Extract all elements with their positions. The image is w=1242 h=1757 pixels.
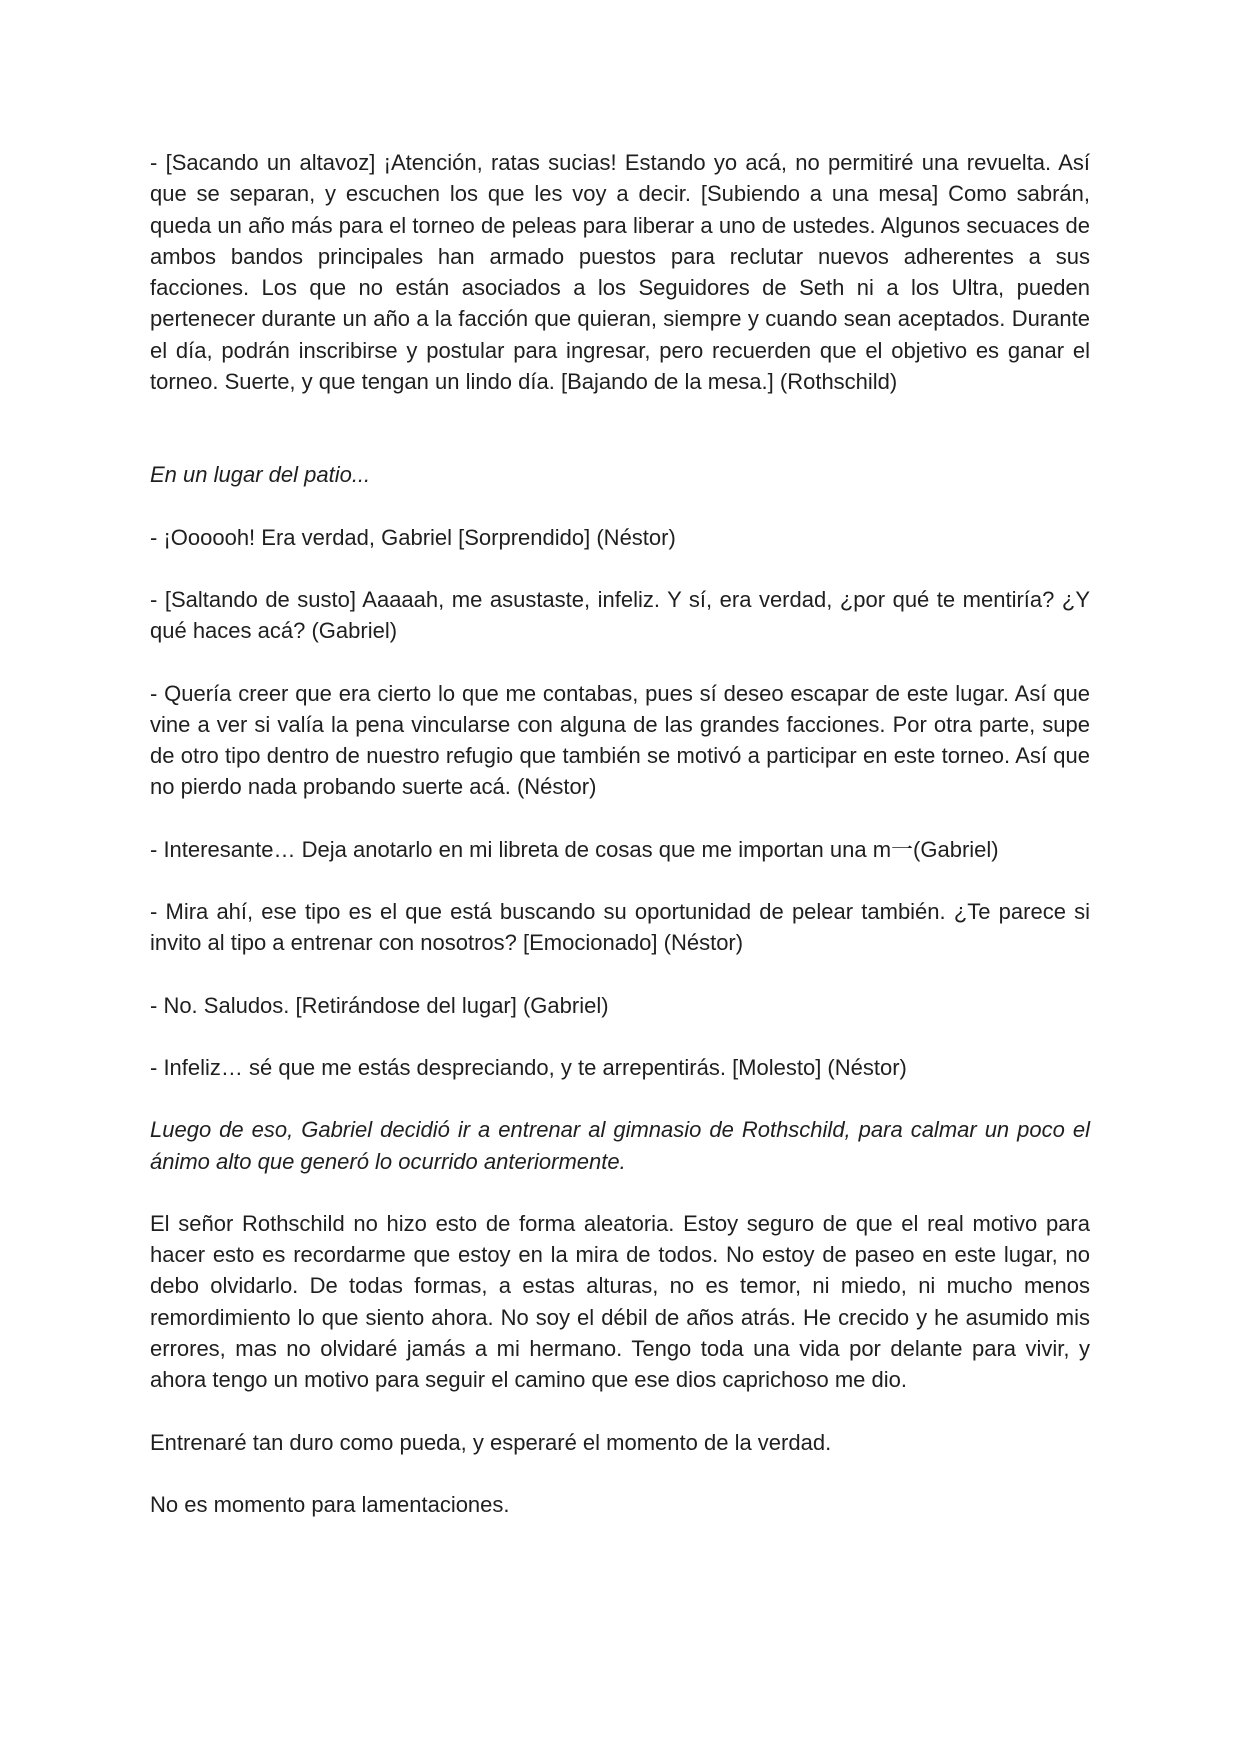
paragraph-dialogue-gabriel-1: - [Saltando de susto] Aaaaah, me asustaste, infeliz. Y sí, era verdad, ¿por qué te mentiría? ¿Y qué haces acá? (Gabriel) (150, 586, 1090, 644)
paragraph-inner-monologue: El señor Rothschild no hizo esto de forma aleatoria. Estoy seguro de que el real motivo para hacer esto es recordarme que estoy en la mira de todos. No estoy de paseo en este lugar, no debo olvidarlo. De todas formas, a estas alturas, no es temor, ni miedo, ni mucho menos remordimiento lo que siento ahora. No soy el débil de años atrás. He crecido y he asumido mis errores, mas no olvidaré jamás a mi hermano. Tengo toda una vida por delante para vivir, y ahora tengo un motivo para seguir el camino que ese dios caprichoso me dio. (150, 1210, 1090, 1393)
paragraph-narration: Luego de eso, Gabriel decidió ir a entrenar al gimnasio de Rothschild, para calmar un poco el ánimo alto que generó lo ocurrido anteriormente. (150, 1117, 1090, 1174)
paragraph-scene-location: En un lugar del patio... (150, 462, 371, 488)
paragraph-rothschild-announcement: - [Sacando un altavoz] ¡Atención, ratas sucias! Estando yo acá, no permitiré una revuelta. Así que se separan, y escuchen los que les voy a decir. [Subiendo a una mesa] Como sabrán, queda un año más para el torneo de peleas para liberar a uno de ustedes. Algunos secuaces de ambos bandos principales han armado puestos para reclutar nuevos adherentes a sus facciones. Los que no están asociados a los Seguidores de Seth ni a los Ultra, pueden pertenecer durante un año a la facción que quieran, siempre y cuando sean aceptados. Durante el día, podrán inscribirse y postular para ingresar, pero recuerden que el objetivo es ganar el torneo. Suerte, y que tengan un lindo día. [Bajando de la mesa.] (Rothschild) (150, 150, 1090, 395)
paragraph-dialogue-nestor-1: - ¡Oooooh! Era verdad, Gabriel [Sorprendido] (Néstor) (150, 524, 676, 550)
paragraph-dialogue-nestor-4: - Infeliz… sé que me estás despreciando, y te arrepentirás. [Molesto] (Néstor) (150, 1054, 907, 1080)
paragraph-resolution: Entrenaré tan duro como pueda, y esperaré el momento de la verdad. (150, 1429, 832, 1455)
paragraph-dialogue-nestor-3: - Mira ahí, ese tipo es el que está buscando su oportunidad de pelear también. ¿Te parece si invito al tipo a entrenar con nosotros? [Emocionado] (Néstor) (150, 899, 1090, 956)
paragraph-dialogue-gabriel-2: - Interesante… Deja anotarlo en mi libreta de cosas que me importan una m一(Gabriel) (150, 836, 999, 862)
paragraph-dialogue-gabriel-3: - No. Saludos. [Retirándose del lugar] (Gabriel) (150, 992, 609, 1018)
paragraph-closing-line: No es momento para lamentaciones. (150, 1491, 510, 1517)
document-page (150, 147, 1090, 1520)
paragraph-dialogue-nestor-2: - Quería creer que era cierto lo que me contabas, pues sí deseo escapar de este lugar. Así que vine a ver si valía la pena vincularse con alguna de las grandes facciones. Por otra parte, supe de otro tipo dentro de nuestro refugio que también se motivó a participar en este torneo. Así que no pierdo nada probando suerte acá. (Néstor) (150, 680, 1090, 800)
